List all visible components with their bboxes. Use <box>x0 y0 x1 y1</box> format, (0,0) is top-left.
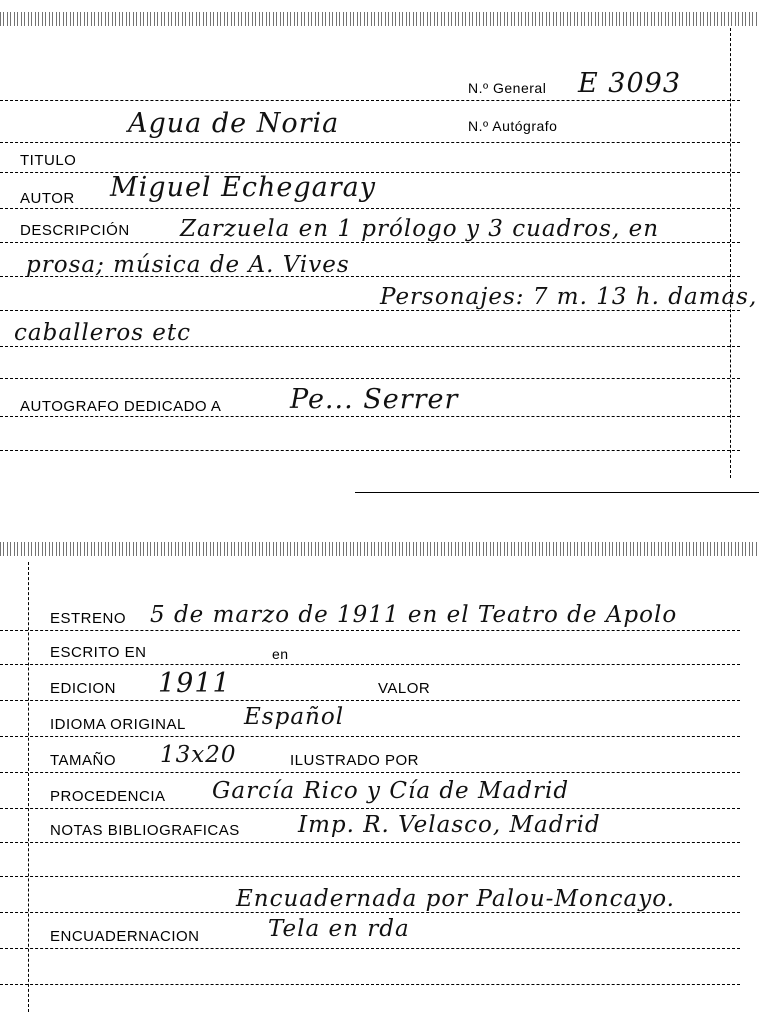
descripcion-line-3: Personajes: 7 m. 13 h. damas, <box>380 284 758 310</box>
rule <box>0 346 740 347</box>
dedicado-label: AUTOGRAFO DEDICADO A <box>20 398 222 415</box>
encuadernacion-note: Encuadernada por Palou-Moncayo. <box>236 886 675 912</box>
encuadernacion-value: Tela en rda <box>268 916 410 942</box>
rule <box>0 842 740 843</box>
rule <box>0 208 740 209</box>
rule <box>0 310 740 311</box>
descripcion-line-1: Zarzuela en 1 prólogo y 3 cuadros, en <box>180 216 660 242</box>
general-number-label: N.º General <box>468 80 547 96</box>
rule <box>0 984 740 985</box>
estreno-label: ESTRENO <box>50 610 127 627</box>
card-edge-top <box>0 542 759 556</box>
notas-label: NOTAS BIBLIOGRAFICAS <box>50 822 240 839</box>
catalog-card-top <box>0 0 759 500</box>
edicion-value: 1911 <box>158 668 231 699</box>
rule <box>0 912 740 913</box>
autor-label: AUTOR <box>20 190 75 207</box>
descripcion-line-4: caballeros etc <box>14 320 192 346</box>
idioma-value: Español <box>244 704 345 730</box>
card-edge-top <box>0 12 759 26</box>
ilustrado-label: ILUSTRADO POR <box>290 752 420 769</box>
descripcion-line-2: prosa; música de A. Vives <box>26 252 350 278</box>
rule <box>0 772 740 773</box>
general-number-value: E 3093 <box>578 68 682 99</box>
rule <box>0 378 740 379</box>
catalog-card-bottom <box>0 540 759 1028</box>
encuadernacion-label: ENCUADERNACION <box>50 928 200 945</box>
card-bottom-edge <box>355 492 759 493</box>
rule <box>0 630 740 631</box>
escrito-label: ESCRITO EN <box>50 644 147 661</box>
dedicado-value: Pe... Serrer <box>290 384 459 415</box>
titulo-label: TITULO <box>20 152 77 169</box>
tamano-label: TAMAÑO <box>50 752 117 769</box>
autor-value: Miguel Echegaray <box>110 172 376 203</box>
idioma-label: IDIOMA ORIGINAL <box>50 716 186 733</box>
rule <box>0 948 740 949</box>
rule <box>0 100 740 101</box>
escrito-en-label: en <box>272 646 289 662</box>
notas-value: Imp. R. Velasco, Madrid <box>298 812 601 838</box>
rule <box>0 450 740 451</box>
tamano-value: 13x20 <box>160 742 237 768</box>
card-margin-line <box>730 28 731 478</box>
autograph-number-label: N.º Autógrafo <box>468 118 558 134</box>
procedencia-label: PROCEDENCIA <box>50 788 166 805</box>
rule <box>0 808 740 809</box>
estreno-value: 5 de marzo de 1911 en el Teatro de Apolo <box>150 602 678 628</box>
valor-label: VALOR <box>378 680 431 697</box>
descripcion-label: DESCRIPCIÓN <box>20 222 130 239</box>
rule <box>0 700 740 701</box>
rule <box>0 736 740 737</box>
rule <box>0 242 740 243</box>
rule <box>0 416 740 417</box>
rule <box>0 142 740 143</box>
rule <box>0 876 740 877</box>
edicion-label: EDICION <box>50 680 117 697</box>
title-handwritten: Agua de Noria <box>128 108 340 139</box>
rule <box>0 276 740 277</box>
rule <box>0 664 740 665</box>
procedencia-value: García Rico y Cía de Madrid <box>212 778 570 804</box>
